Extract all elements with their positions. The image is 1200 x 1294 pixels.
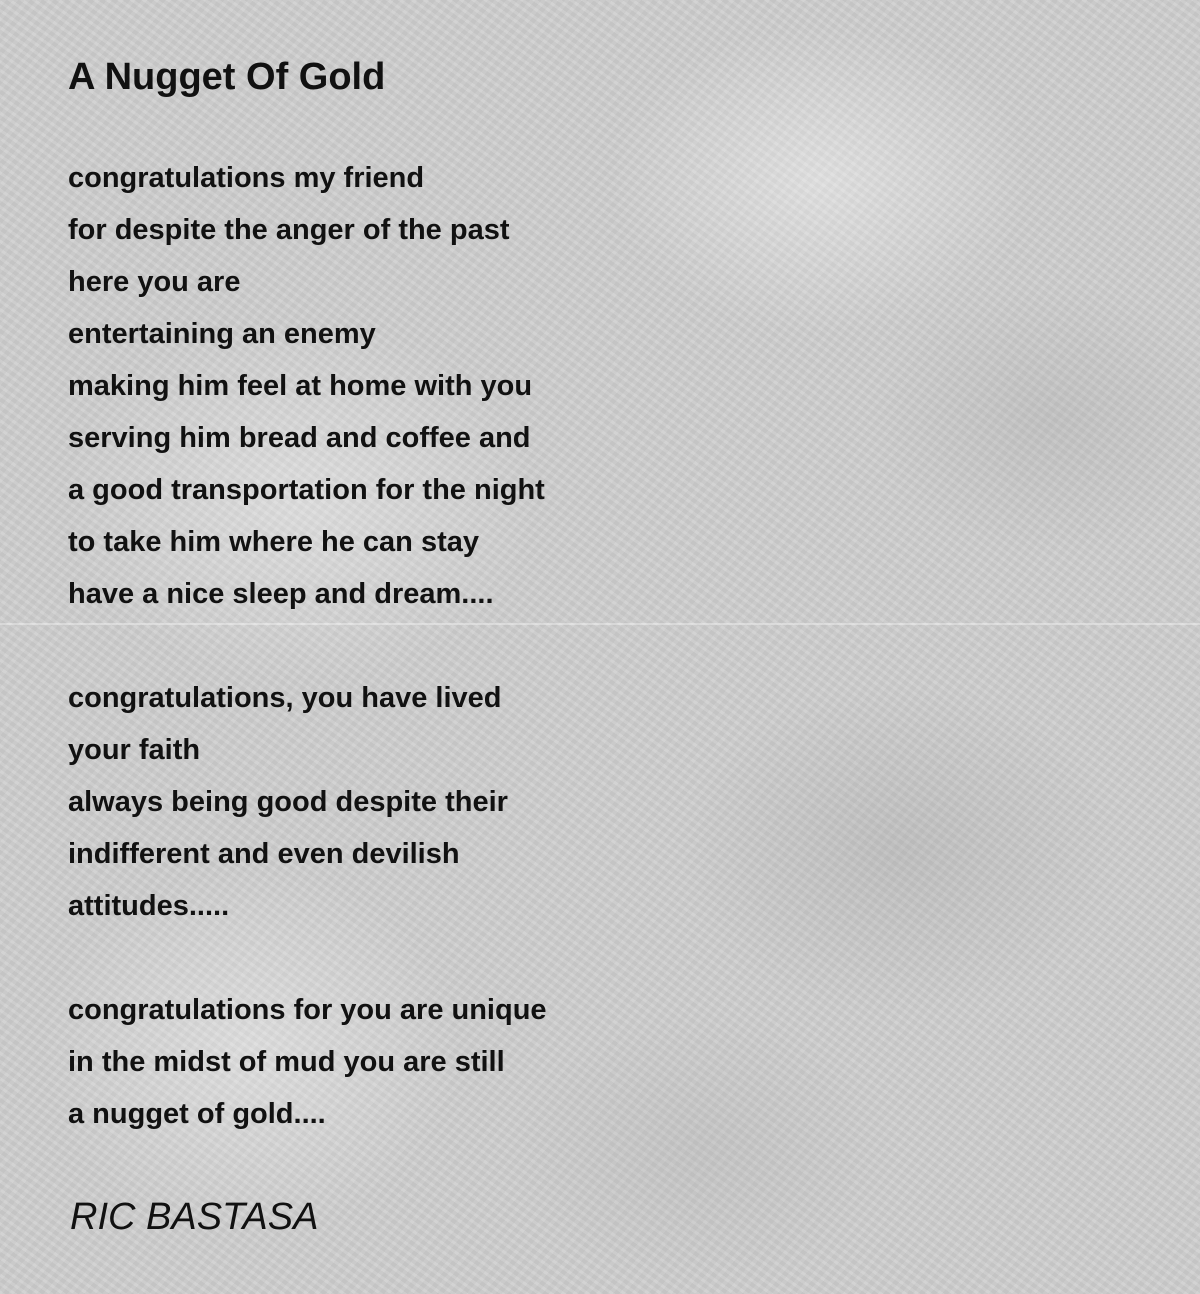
poem-line: indifferent and even devilish xyxy=(68,838,460,870)
poem-line: in the midst of mud you are still xyxy=(68,1046,505,1078)
poem-author: RIC BASTASA xyxy=(70,1196,319,1238)
poem-line: attitudes..... xyxy=(68,890,230,922)
poem-line: to take him where he can stay xyxy=(68,526,479,558)
poem-line: making him feel at home with you xyxy=(68,370,533,402)
poem-line: always being good despite their xyxy=(68,786,508,818)
poem-line: here you are xyxy=(68,266,241,298)
stanza-2 xyxy=(68,672,1148,932)
poem-line: a nugget of gold.... xyxy=(68,1098,326,1130)
poem-line: have a nice sleep and dream.... xyxy=(68,578,494,610)
poem-line: congratulations my friend xyxy=(68,162,425,194)
poem-line: congratulations, you have lived xyxy=(68,682,502,714)
poem-container xyxy=(68,52,1148,1140)
poem-line: a good transportation for the night xyxy=(68,474,545,506)
poem-line: your faith xyxy=(68,734,201,766)
poem-line: serving him bread and coffee and xyxy=(68,422,531,454)
stanza-3 xyxy=(68,984,1148,1140)
poem-line: entertaining an enemy xyxy=(68,318,376,350)
poem-title: A Nugget Of Gold xyxy=(68,56,386,98)
poem-line: congratulations for you are unique xyxy=(68,994,547,1026)
stanza-1 xyxy=(68,152,1148,620)
poem-line: for despite the anger of the past xyxy=(68,214,510,246)
poem-body xyxy=(68,152,1148,1140)
